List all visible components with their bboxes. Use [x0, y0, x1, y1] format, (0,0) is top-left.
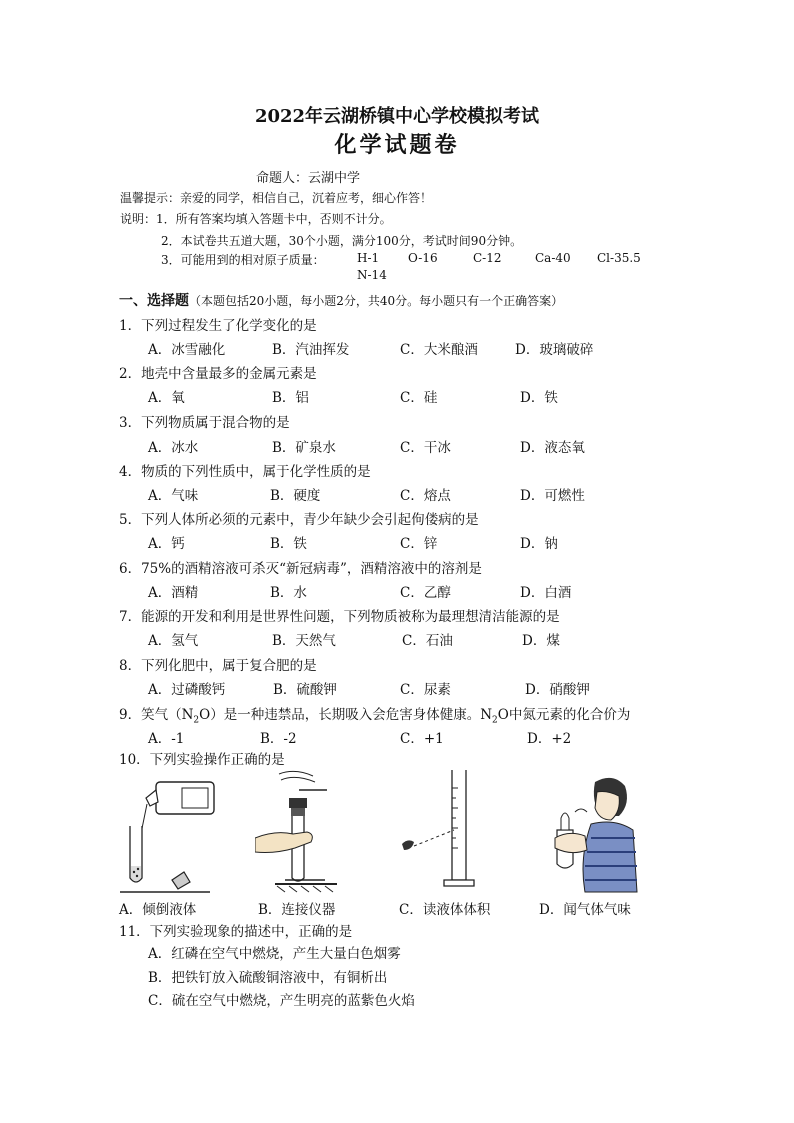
q11-option-b: B．把铁钉放入硫酸铜溶液中，有铜析出 — [148, 970, 388, 986]
tip-line: 温馨提示：亲爱的同学，相信自己，沉着应考，细心作答！ — [120, 191, 433, 205]
q7-option-b: B．天然气 — [272, 633, 336, 649]
instruction-2: 2．本试卷共五道大题，30个小题，满分100分，考试时间90分钟。 — [161, 234, 523, 248]
q9-stem-part-3: O中氮元素的化合价为 — [497, 707, 631, 723]
question-6-stem: 6．75%的酒精溶液可杀灭“新冠病毒”，酒精溶液中的溶剂是 — [119, 561, 482, 577]
q9-option-d: D．+2 — [527, 731, 572, 747]
q1-option-b: B．汽油挥发 — [272, 342, 350, 358]
q5-option-c: C．锌 — [400, 536, 438, 552]
q1-option-c: C．大米酿酒 — [400, 342, 478, 358]
connecting-apparatus-illustration — [255, 768, 365, 896]
atomic-mass-h: H-1 — [357, 251, 380, 265]
q4-option-c: C．熔点 — [400, 488, 451, 504]
q3-option-d: D．液态氧 — [520, 440, 585, 456]
question-1-stem: 1．下列过程发生了化学变化的是 — [119, 318, 317, 334]
q6-option-c: C．乙醇 — [400, 585, 451, 601]
q5-option-d: D．钠 — [520, 536, 558, 552]
q2-option-a: A．氧 — [148, 390, 185, 406]
q11-option-a: A．红磷在空气中燃烧，产生大量白色烟雾 — [148, 946, 401, 962]
q9-subscript-2: 2 — [492, 715, 498, 726]
q3-option-b: B．矿泉水 — [272, 440, 336, 456]
section-desc: （本题包括20小题，每小题2分，共40分。每小题只有一个正确答案） — [189, 294, 564, 308]
q2-option-b: B．铝 — [272, 390, 309, 406]
question-10-stem: 10．下列实验操作正确的是 — [119, 752, 285, 768]
q4-option-a: A．气味 — [148, 488, 199, 504]
atomic-mass-c: C-12 — [473, 251, 502, 265]
section-heading — [119, 290, 563, 310]
question-5-stem: 5．下列人体所必须的元素中，青少年缺少会引起佝偻病的是 — [119, 512, 479, 528]
q11-option-c: C．硫在空气中燃烧，产生明亮的蓝紫色火焰 — [148, 993, 415, 1009]
q10-option-a: A．倾倒液体 — [119, 902, 197, 918]
exam-subtitle: 化学试题卷 — [334, 132, 460, 158]
smelling-gas-illustration — [535, 768, 655, 896]
q1-option-a: A．冰雪融化 — [148, 342, 226, 358]
question-3-stem: 3．下列物质属于混合物的是 — [119, 415, 290, 431]
q6-option-a: A．酒精 — [148, 585, 199, 601]
q1-option-d: D．玻璃破碎 — [515, 342, 594, 358]
question-8-stem: 8．下列化肥中，属于复合肥的是 — [119, 658, 317, 674]
atomic-mass-cl: Cl-35.5 — [597, 251, 641, 265]
instruction-1: 说明：1．所有答案均填入答题卡中，否则不计分。 — [120, 212, 392, 226]
q10-figures — [115, 768, 655, 896]
q9-option-a: A．-1 — [148, 731, 185, 747]
q8-option-a: A．过磷酸钙 — [148, 682, 226, 698]
q10-option-d: D．闻气体气味 — [539, 902, 631, 918]
q9-stem-part-1: 9．笑气（N — [119, 707, 194, 723]
q5-option-a: A．钙 — [148, 536, 185, 552]
question-7-stem: 7．能源的开发和利用是世界性问题，下列物质被称为最理想清洁能源的是 — [119, 609, 560, 625]
q4-option-d: D．可燃性 — [520, 488, 585, 504]
q2-option-c: C．硅 — [400, 390, 438, 406]
q6-option-d: D．白酒 — [520, 585, 572, 601]
atomic-mass-o: O-16 — [408, 251, 438, 265]
q10-option-b: B．连接仪器 — [258, 902, 336, 918]
question-2-stem: 2．地壳中含量最多的金属元素是 — [119, 366, 317, 382]
q3-option-a: A．冰水 — [148, 440, 199, 456]
q2-option-d: D．铁 — [520, 390, 558, 406]
q7-option-d: D．煤 — [522, 633, 560, 649]
q6-option-b: B．水 — [270, 585, 307, 601]
atomic-mass-ca: Ca-40 — [535, 251, 571, 265]
question-9-stem — [119, 703, 630, 726]
question-4-stem: 4．物质的下列性质中，属于化学性质的是 — [119, 464, 371, 480]
author-line: 命题人：云湖中学 — [256, 171, 361, 186]
q4-option-b: B．硬度 — [270, 488, 321, 504]
q8-option-d: D．硝酸钾 — [525, 682, 590, 698]
instruction-3-label: 3．可能用到的相对原子质量： — [161, 253, 325, 267]
section-number: 一、 — [119, 293, 147, 309]
exam-title: 2022年云湖桥镇中心学校模拟考试 — [254, 106, 540, 127]
q5-option-b: B．铁 — [270, 536, 307, 552]
q9-subscript-1: 2 — [193, 715, 200, 726]
q3-option-c: C．干冰 — [400, 440, 451, 456]
q9-option-c: C．+1 — [400, 731, 444, 747]
question-11-stem: 11．下列实验现象的描述中，正确的是 — [119, 924, 353, 940]
q10-option-c: C．读液体体积 — [399, 902, 491, 918]
q7-option-c: C．石油 — [402, 633, 453, 649]
q7-option-a: A．氢气 — [148, 633, 199, 649]
q8-option-c: C．尿素 — [400, 682, 451, 698]
q9-option-b: B．-2 — [260, 731, 297, 747]
section-name: 选择题 — [147, 293, 189, 309]
q8-option-b: B．硫酸钾 — [273, 682, 337, 698]
reading-volume-illustration — [400, 768, 490, 896]
pouring-liquid-illustration — [120, 768, 220, 896]
atomic-mass-n: N-14 — [357, 268, 387, 282]
q9-stem-part-2: O）是一种违禁品，长期吸入会危害身体健康。N — [199, 707, 493, 723]
